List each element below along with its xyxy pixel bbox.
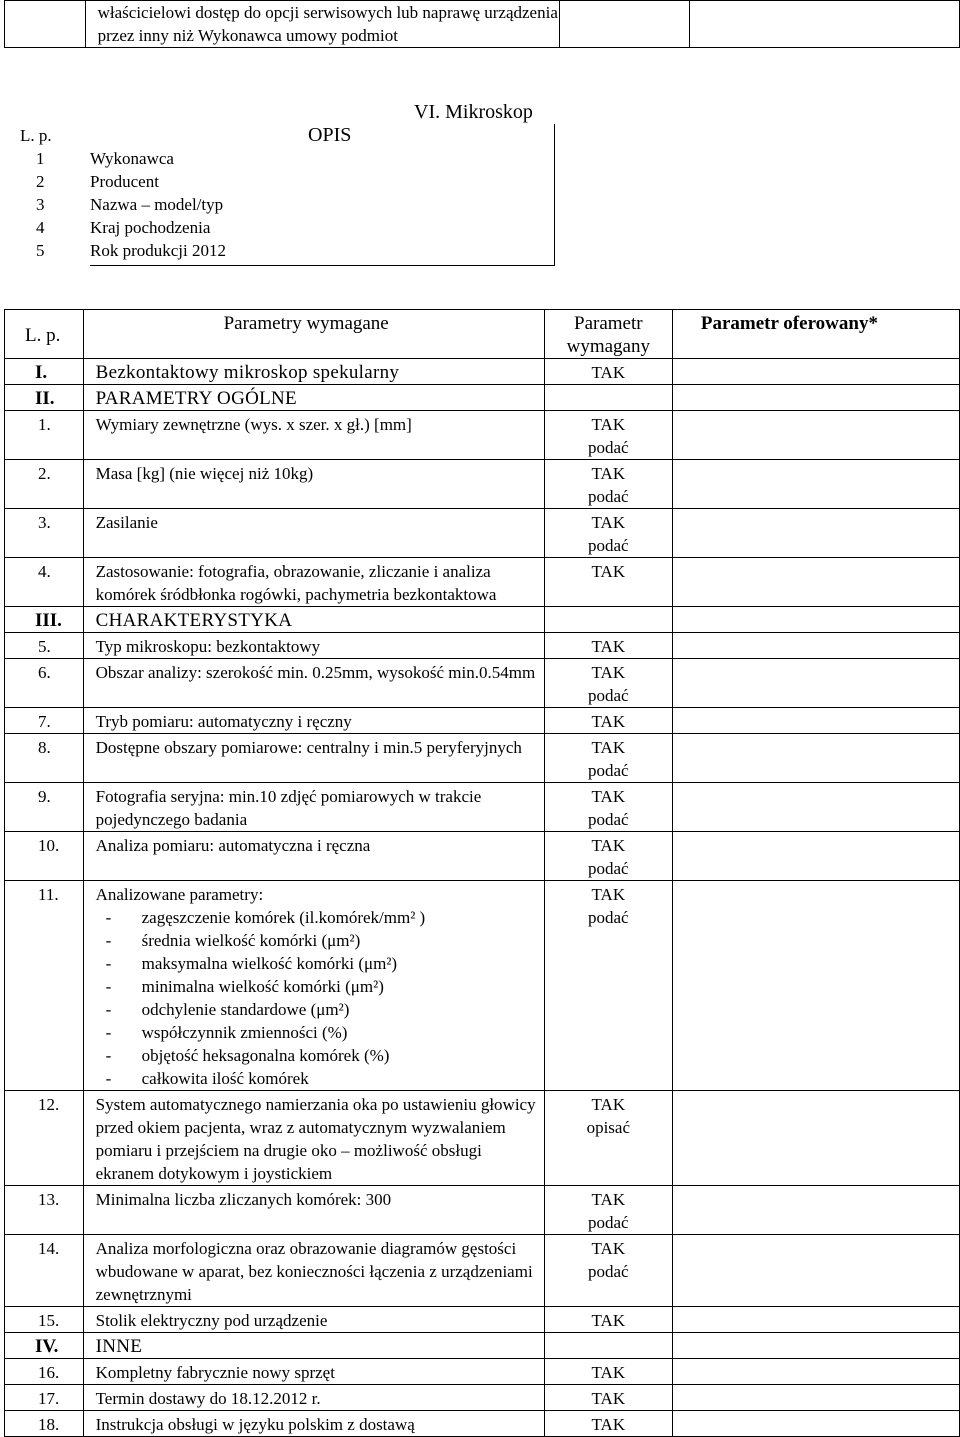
table-row [5, 1385, 960, 1411]
row-description [83, 881, 544, 1091]
info-label: Producent [90, 170, 555, 193]
row-number: 11. [5, 881, 84, 1091]
row-description [83, 1307, 544, 1333]
row-required: TAK [544, 1359, 672, 1385]
table-row [5, 1359, 960, 1385]
row-description [83, 832, 544, 881]
row-required: TAK [544, 1307, 672, 1333]
info-label: Wykonawca [90, 147, 555, 170]
table-row [5, 359, 960, 385]
row-required: TAK podać [544, 659, 672, 708]
row-number: 2. [5, 460, 84, 509]
row-offered-input[interactable] [672, 1235, 959, 1307]
table-row [5, 633, 960, 659]
info-num: 4 [36, 218, 45, 237]
row-required: TAK [544, 1385, 672, 1411]
table-row [5, 1333, 960, 1359]
row-offered-input[interactable] [672, 659, 959, 708]
table-header-row [5, 310, 960, 359]
lp-cell [5, 1, 86, 48]
row-description-text: Typ mikroskopu: bezkontaktowy [95, 637, 321, 656]
row-required [544, 1333, 672, 1359]
info-label: Rok produkcji 2012 [90, 239, 555, 266]
row-description-text: Analiza morfologiczna oraz obrazowanie diagramów gęstości wbudowane w aparat, bez konieczności łączenia z urządzeniami zewnętrznymi [95, 1239, 533, 1304]
row-offered-input[interactable] [672, 1411, 959, 1437]
header-lp: L. p. [5, 310, 84, 359]
row-number: II. [5, 385, 84, 411]
row-number: 18. [5, 1411, 84, 1437]
row-offered-input[interactable] [672, 385, 959, 411]
parameter-list [96, 906, 544, 1090]
row-description [83, 633, 544, 659]
table-row [5, 659, 960, 708]
row-number: I. [5, 359, 84, 385]
row-offered-input[interactable] [672, 460, 959, 509]
parameters-table [4, 309, 960, 1437]
parameter-list-item: - maksymalna wielkość komórki (μm²) [105, 954, 398, 973]
row-description-text: Instrukcja obsługi w języku polskim z dostawą [95, 1415, 415, 1434]
row-description [83, 385, 544, 411]
row-description-text: System automatycznego namierzania oka po ustawieniu głowicy przed okiem pacjenta, wraz z automatycznym wyzwalaniem pomiaru i przejściem na drugie oko – możliwość obsługi ekranem dotykowym i joystickiem [95, 1095, 536, 1183]
row-required [544, 607, 672, 633]
table-row [5, 1186, 960, 1235]
row-number: 4. [5, 558, 84, 607]
row-description-text: Zasilanie [95, 513, 158, 532]
row-offered-input[interactable] [672, 1307, 959, 1333]
row-number: 7. [5, 708, 84, 734]
required-cell [559, 1, 689, 48]
row-required: TAK podać [544, 1235, 672, 1307]
row-description [83, 411, 544, 460]
row-description-text: Zastosowanie: fotografia, obrazowanie, zliczanie i analiza komórek śródbłonka rogówki, pachymetria bezkontaktowa [95, 562, 497, 604]
table-row [5, 881, 960, 1091]
row-offered-input[interactable] [672, 359, 959, 385]
table-row [5, 509, 960, 558]
row-offered-input[interactable] [672, 1333, 959, 1359]
table-row [5, 558, 960, 607]
row-number: 1. [5, 411, 84, 460]
row-number: III. [5, 607, 84, 633]
continued-description [85, 1, 559, 48]
info-label: Nazwa – model/typ [90, 193, 555, 216]
table-row [5, 460, 960, 509]
row-required: TAK podać [544, 509, 672, 558]
row-description [83, 1235, 544, 1307]
row-number: 6. [5, 659, 84, 708]
row-required: TAK [544, 558, 672, 607]
header-offered: Parametr oferowany* [672, 310, 959, 359]
row-offered-input[interactable] [672, 832, 959, 881]
info-lp-label: L. p. [20, 126, 52, 145]
row-description [83, 558, 544, 607]
row-description [83, 359, 544, 385]
table-row [5, 1307, 960, 1333]
table-row [5, 385, 960, 411]
info-num: 2 [36, 172, 45, 191]
info-num: 1 [36, 149, 45, 168]
row-required: TAK [544, 1411, 672, 1437]
row-description-text: PARAMETRY OGÓLNE [95, 388, 297, 409]
row-required: TAK podać [544, 1186, 672, 1235]
row-description [83, 659, 544, 708]
table-row [5, 1411, 960, 1437]
row-description-text: Kompletny fabrycznie nowy sprzęt [95, 1363, 335, 1382]
parameter-list-item: - minimalna wielkość komórki (μm²) [105, 977, 384, 996]
row-offered-input[interactable] [672, 734, 959, 783]
header-required: Parametr wymagany [544, 310, 672, 359]
parameter-list-item: - odchylenie standardowe (μm²) [105, 1000, 350, 1019]
row-number: 16. [5, 1359, 84, 1385]
row-offered-input[interactable] [672, 708, 959, 734]
row-description-text: Masa [kg] (nie więcej niż 10kg) [95, 464, 314, 483]
row-description-text: Bezkontaktowy mikroskop spekularny [95, 362, 400, 383]
row-number: 9. [5, 783, 84, 832]
row-description-text: Minimalna liczba zliczanych komórek: 300 [95, 1190, 392, 1209]
info-label: Kraj pochodzenia [90, 216, 555, 239]
row-description-text: Termin dostawy do 18.12.2012 r. [95, 1389, 321, 1408]
row-description-text: Analizowane parametry: [95, 885, 264, 904]
info-table [4, 124, 555, 266]
row-offered-input[interactable] [672, 1385, 959, 1411]
info-opis-label: OPIS [90, 124, 555, 147]
parameter-list-item: - średnia wielkość komórki (μm²) [105, 931, 361, 950]
previous-section-table [4, 0, 960, 48]
row-description [83, 1333, 544, 1359]
table-row [5, 411, 960, 460]
row-number: 10. [5, 832, 84, 881]
row-offered-input[interactable] [672, 558, 959, 607]
row-description-text: Obszar analizy: szerokość min. 0.25mm, wysokość min.0.54mm [95, 663, 536, 682]
row-number: 3. [5, 509, 84, 558]
table-row [5, 708, 960, 734]
row-number: 15. [5, 1307, 84, 1333]
row-description-text: Stolik elektryczny pod urządzenie [95, 1311, 328, 1330]
table-row [5, 607, 960, 633]
row-description [83, 607, 544, 633]
row-description [83, 460, 544, 509]
row-required: TAK [544, 708, 672, 734]
row-description [83, 1411, 544, 1437]
row-offered-input[interactable] [672, 783, 959, 832]
row-number: 13. [5, 1186, 84, 1235]
row-required: TAK opisać [544, 1091, 672, 1186]
offered-cell [690, 1, 960, 48]
row-required: TAK podać [544, 734, 672, 783]
row-offered-input[interactable] [672, 509, 959, 558]
row-description [83, 783, 544, 832]
parameter-list-item: - objętość heksagonalna komórek (%) [105, 1046, 390, 1065]
row-description [83, 734, 544, 783]
row-description-text: Analiza pomiaru: automatyczna i ręczna [95, 836, 371, 855]
row-offered-input[interactable] [672, 1186, 959, 1235]
table-row [5, 734, 960, 783]
row-description [83, 1091, 544, 1186]
row-description [83, 708, 544, 734]
row-offered-input[interactable] [672, 411, 959, 460]
row-offered-input[interactable] [672, 1359, 959, 1385]
table-row [5, 783, 960, 832]
row-number: 8. [5, 734, 84, 783]
row-offered-input[interactable] [672, 881, 959, 1091]
row-required: TAK podać [544, 460, 672, 509]
row-number: 12. [5, 1091, 84, 1186]
row-required: TAK podać [544, 411, 672, 460]
row-required: TAK podać [544, 881, 672, 1091]
parameter-list-item: - zagęszczenie komórek (il.komórek/mm² ) [105, 908, 426, 927]
row-required: TAK podać [544, 832, 672, 881]
row-description-text: Fotografia seryjna: min.10 zdjęć pomiarowych w trakcie pojedynczego badania [95, 787, 482, 829]
row-number: 5. [5, 633, 84, 659]
row-description [83, 1359, 544, 1385]
info-num: 3 [36, 195, 45, 214]
table-row [5, 1235, 960, 1307]
row-number: 14. [5, 1235, 84, 1307]
row-description [83, 1186, 544, 1235]
parameter-list-item: - współczynnik zmienności (%) [105, 1023, 348, 1042]
row-offered-input[interactable] [672, 633, 959, 659]
info-num: 5 [36, 241, 45, 260]
row-description [83, 1385, 544, 1411]
row-number: IV. [5, 1333, 84, 1359]
row-required [544, 385, 672, 411]
section-heading: VI. Mikroskop [414, 101, 533, 123]
table-row [5, 832, 960, 881]
row-required: TAK [544, 633, 672, 659]
row-description [83, 509, 544, 558]
row-description-text: CHARAKTERYSTYKA [95, 610, 293, 631]
row-required: TAK [544, 359, 672, 385]
row-offered-input[interactable] [672, 607, 959, 633]
header-params: Parametry wymagane [83, 310, 544, 359]
table-row [5, 1091, 960, 1186]
row-number: 17. [5, 1385, 84, 1411]
row-description-text: INNE [95, 1336, 143, 1357]
parameter-list-item: - całkowita ilość komórek [105, 1069, 309, 1088]
row-description-text: Wymiary zewnętrzne (wys. x szer. x gł.) [mm] [95, 415, 412, 434]
row-offered-input[interactable] [672, 1091, 959, 1186]
row-required: TAK podać [544, 783, 672, 832]
row-description-text: Tryb pomiaru: automatyczny i ręczny [95, 712, 352, 731]
continued-text: właścicielowi dostęp do opcji serwisowych lub naprawę urządzenia przez inny niż Wykonawca umowy podmiot [97, 3, 558, 45]
row-description-text: Dostępne obszary pomiarowe: centralny i min.5 peryferyjnych [95, 738, 522, 757]
